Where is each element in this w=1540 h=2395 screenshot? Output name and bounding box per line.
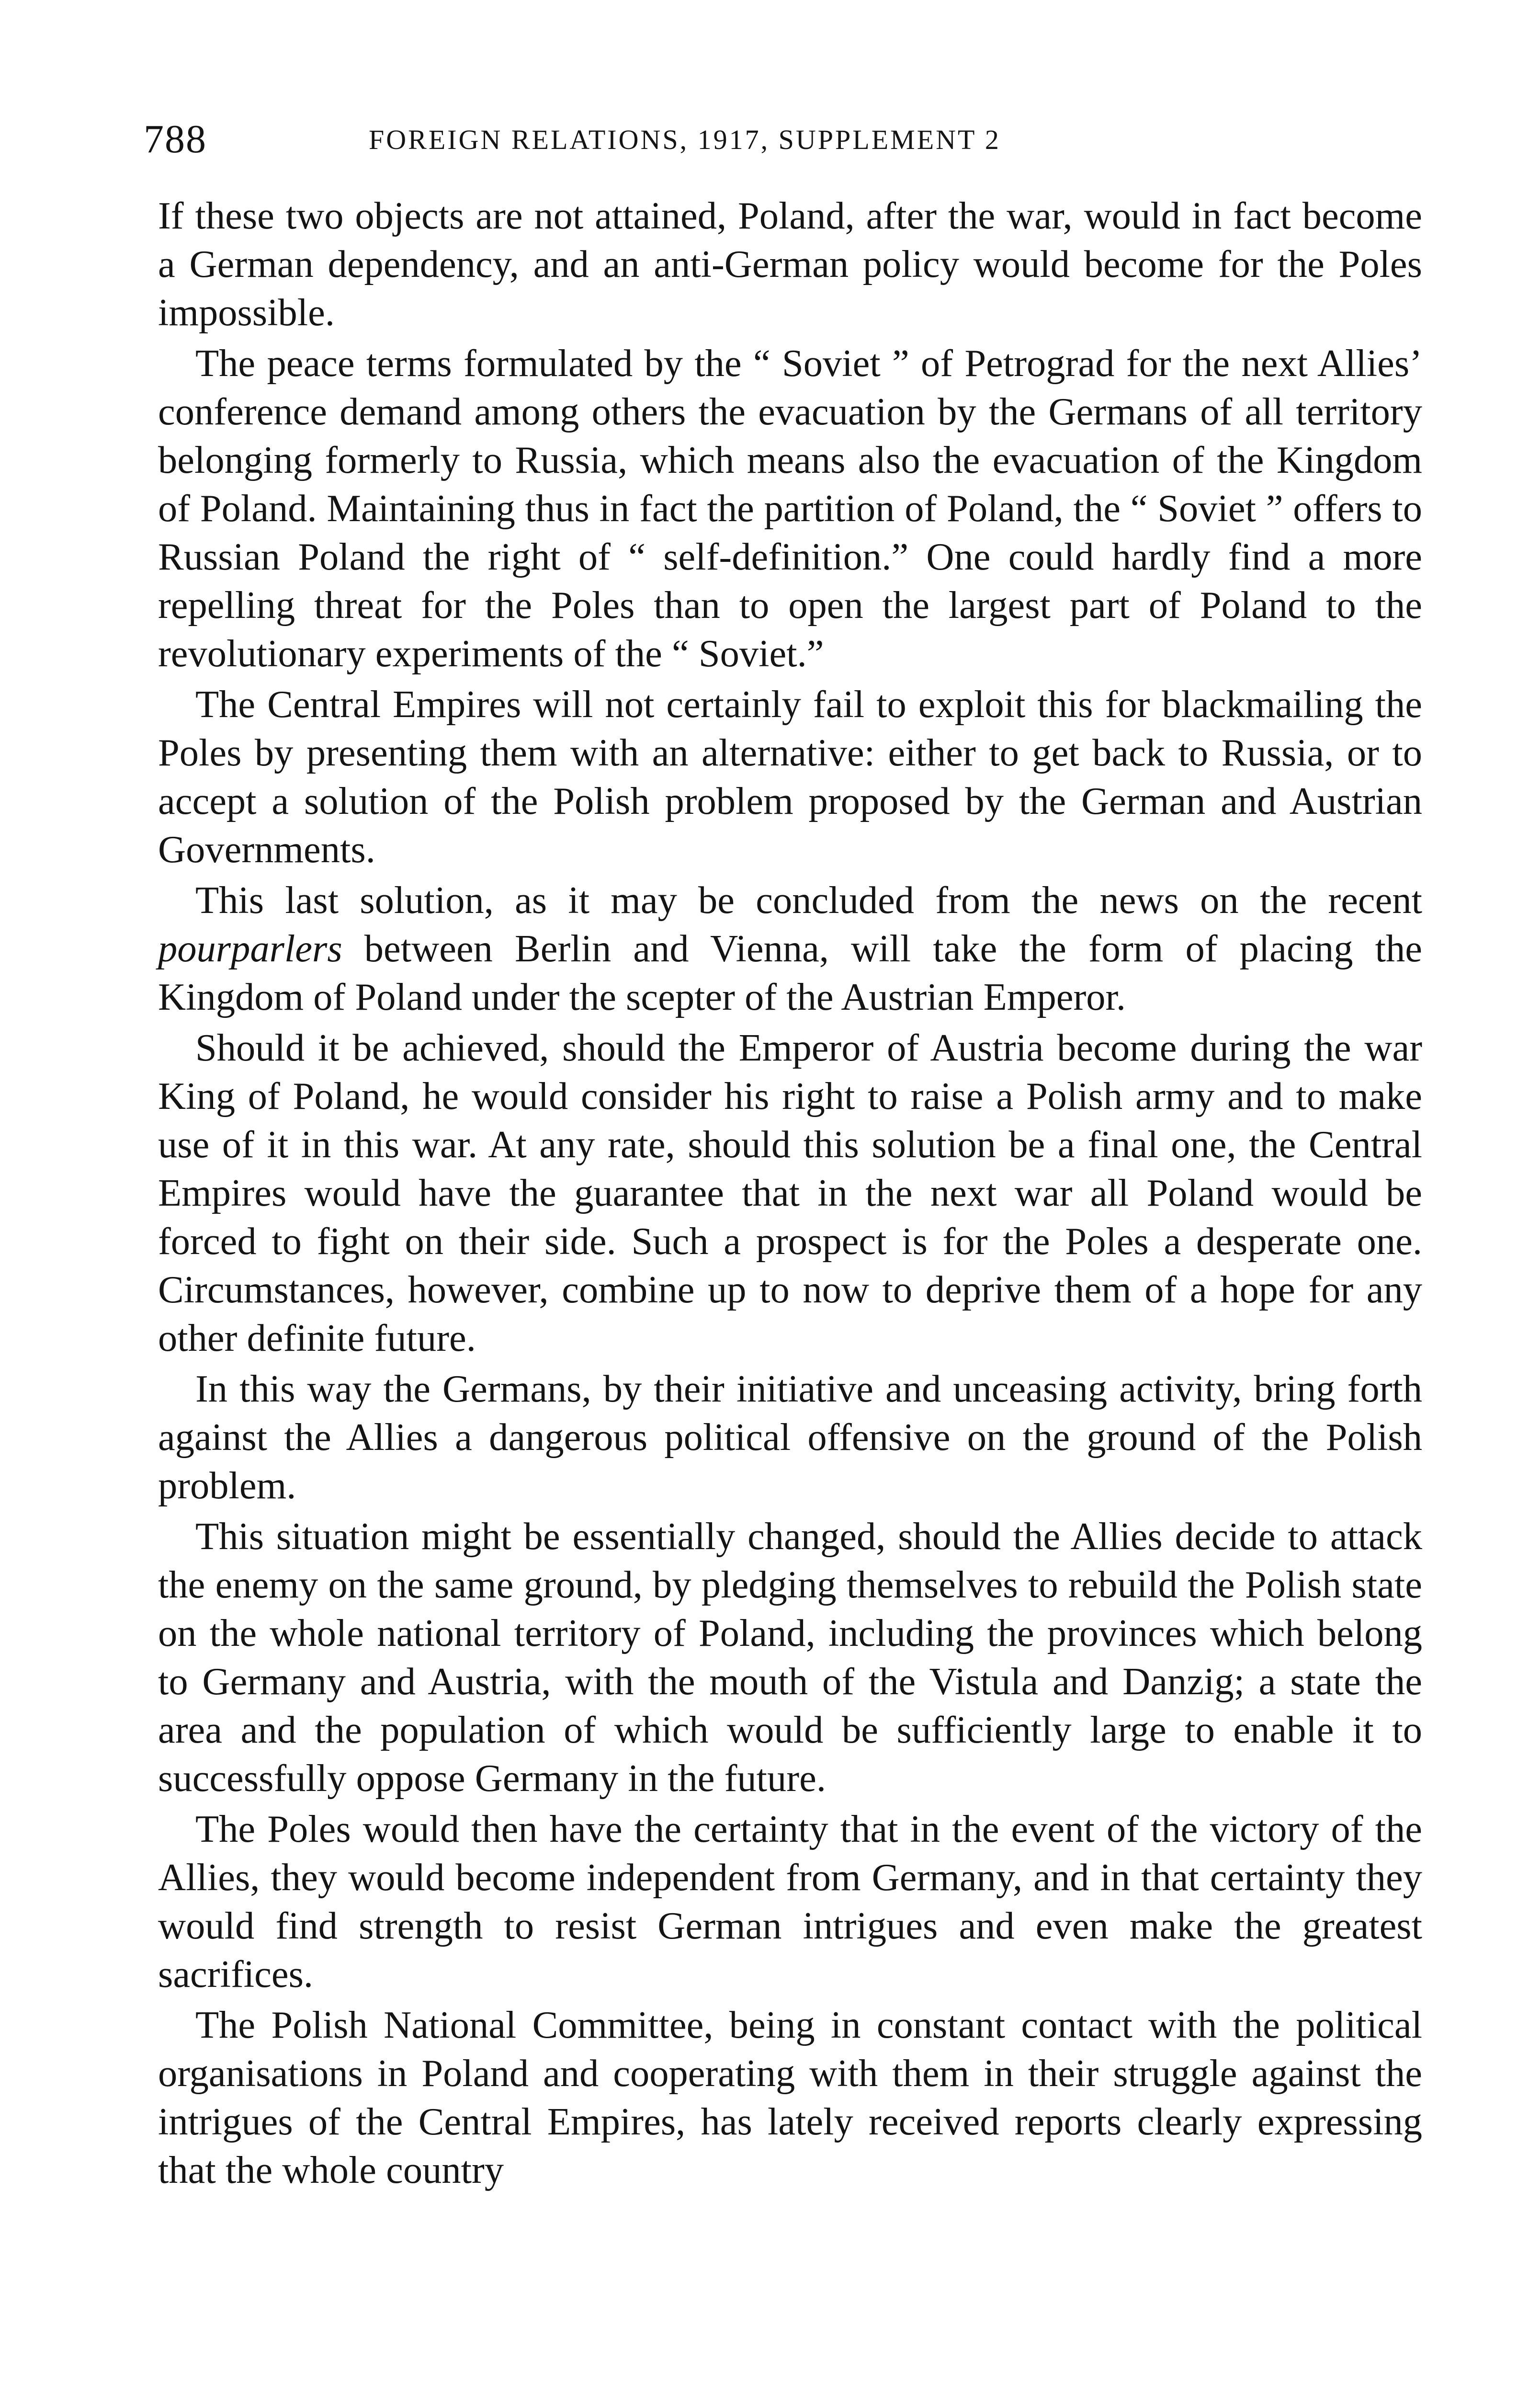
paragraph-4-after: between Berlin and Vienna, will take the form of placing the Kingdom of Poland under the scepter of the Austrian Emperor. bbox=[158, 927, 1422, 1018]
paragraph-8: The Poles would then have the certainty that in the event of the victory of the Allies, they would become independent from Germany, and in that certainty they would find strength to resist German intrigues and even make the greatest sacrifices. bbox=[158, 1808, 1422, 1996]
running-header bbox=[144, 113, 1432, 166]
paragraph-5: Should it be achieved, should the Emperor of Austria become during the war King of Poland, he would consider his right to raise a Polish army and to make use of it in this war. At any rate, should this solution be a final one, the Central Empires would have the guarantee that in the next war all Poland would be forced to fight on their side. Such a prospect is for the Poles a desperate one. Circumstances, however, combine up to now to deprive them of a hope for any other definite future. bbox=[158, 1026, 1422, 1359]
body-text bbox=[158, 192, 1422, 2395]
paragraph-2: The peace terms formulated by the “ Soviet ” of Petrograd for the next Allies’ conference demand among others the evacuation by the Germans of all territory belonging formerly to Russia, which means also the evacuation of the Kingdom of Poland. Maintaining thus in fact the partition of Poland, the “ Soviet ” offers to Russian Poland the right of “ self-definition.” One could hardly find a more repelling threat for the Poles than to open the largest part of Poland to the revolutionary experiments of the “ Soviet.” bbox=[158, 342, 1422, 675]
paragraph-9: The Polish National Committee, being in constant contact with the political organisations in Poland and cooperating with them in their struggle against the intrigues of the Central Empires, has lately received reports clearly expressing that the whole country bbox=[158, 2004, 1422, 2191]
paragraph-6: In this way the Germans, by their initiative and unceasing activity, bring forth against the Allies a dangerous political offensive on the ground of the Polish problem. bbox=[158, 1368, 1422, 1507]
paragraph-1: If these two objects are not attained, Poland, after the war, would in fact become a German dependency, and an anti-German policy would become for the Poles impossible. bbox=[158, 194, 1422, 334]
running-title: FOREIGN RELATIONS, 1917, SUPPLEMENT 2 bbox=[369, 124, 1001, 155]
paragraph-3: The Central Empires will not certainly fail to exploit this for blackmailing the Poles by presenting them with an alternative: either to get back to Russia, or to accept a solution of the Polish problem proposed by the German and Austrian Governments. bbox=[158, 683, 1422, 871]
italic-term: pourparlers bbox=[158, 927, 342, 970]
page-number: 788 bbox=[144, 117, 207, 161]
paragraph-7: This situation might be essentially changed, should the Allies decide to attack the enemy on the same ground, by pledging themselves to rebuild the Polish state on the whole national territory of Poland, including the provinces which belong to Germany and Austria, with the mouth of the Vistula and Danzig; a state the area and the population of which would be sufficiently large to enable it to successfully oppose Germany in the future. bbox=[158, 1515, 1422, 1800]
paragraph-4 bbox=[158, 876, 1422, 1021]
paragraph-4-before: This last solution, as it may be concluded from the news on the recent bbox=[195, 879, 1422, 922]
